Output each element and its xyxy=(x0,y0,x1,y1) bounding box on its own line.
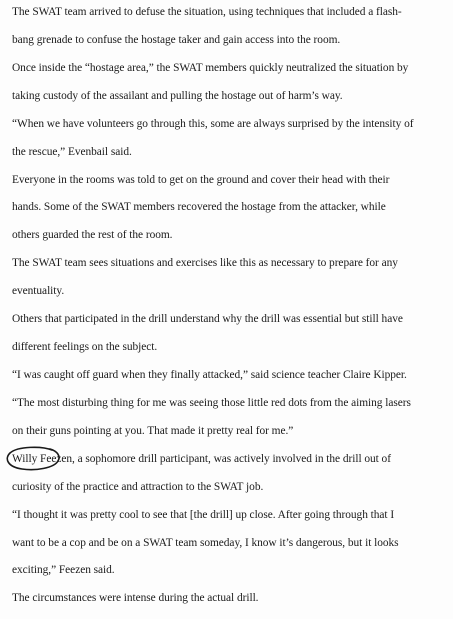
text-line-13: different feelings on the subject. xyxy=(12,341,158,353)
text-line-22: The circumstances were intense during the actual drill. xyxy=(12,592,259,604)
text-line-14: “I was caught off guard when they finally attacked,” said science teacher Claire Kipper. xyxy=(12,369,407,381)
text-line-12: Others that participated in the drill understand why the drill was essential but still have xyxy=(12,313,403,325)
text-line-18: curiosity of the practice and attraction to the SWAT job. xyxy=(12,481,264,493)
text-line-9: others guarded the rest of the room. xyxy=(12,229,173,241)
text-line-6: the rescue,” Evenbail said. xyxy=(12,146,132,158)
text-line-5: “When we have volunteers go through this, some are always surprised by the intensity of xyxy=(12,118,414,130)
text-line-17: Willy Feezen, a sophomore drill participant, was actively involved in the drill out of xyxy=(12,453,391,465)
text-line-15: “The most disturbing thing for me was seeing those little red dots from the aiming lasers xyxy=(12,397,411,409)
text-line-7: Everyone in the rooms was told to get on the ground and cover their head with their xyxy=(12,174,390,186)
text-line-20: want to be a cop and be on a SWAT team someday, I know it’s dangerous, but it looks xyxy=(12,537,399,549)
text-line-3: Once inside the “hostage area,” the SWAT members quickly neutralized the situation by xyxy=(12,62,409,74)
text-line-10: The SWAT team sees situations and exercises like this as necessary to prepare for any xyxy=(12,257,398,269)
text-line-2: bang grenade to confuse the hostage taker and gain access into the room. xyxy=(12,34,341,46)
text-line-8: hands. Some of the SWAT members recovered the hostage from the attacker, while xyxy=(12,201,386,213)
text-line-21: exciting,” Feezen said. xyxy=(12,564,115,576)
text-line-11: eventuality. xyxy=(12,285,65,297)
text-line-4: taking custody of the assailant and pulling the hostage out of harm’s way. xyxy=(12,90,343,102)
text-line-19: “I thought it was pretty cool to see that [the drill] up close. After going through that I xyxy=(12,509,395,521)
text-line-16: on their guns pointing at you. That made it pretty real for me.” xyxy=(12,425,294,437)
text-line-1: The SWAT team arrived to defuse the situation, using techniques that included a flash- xyxy=(12,6,402,18)
